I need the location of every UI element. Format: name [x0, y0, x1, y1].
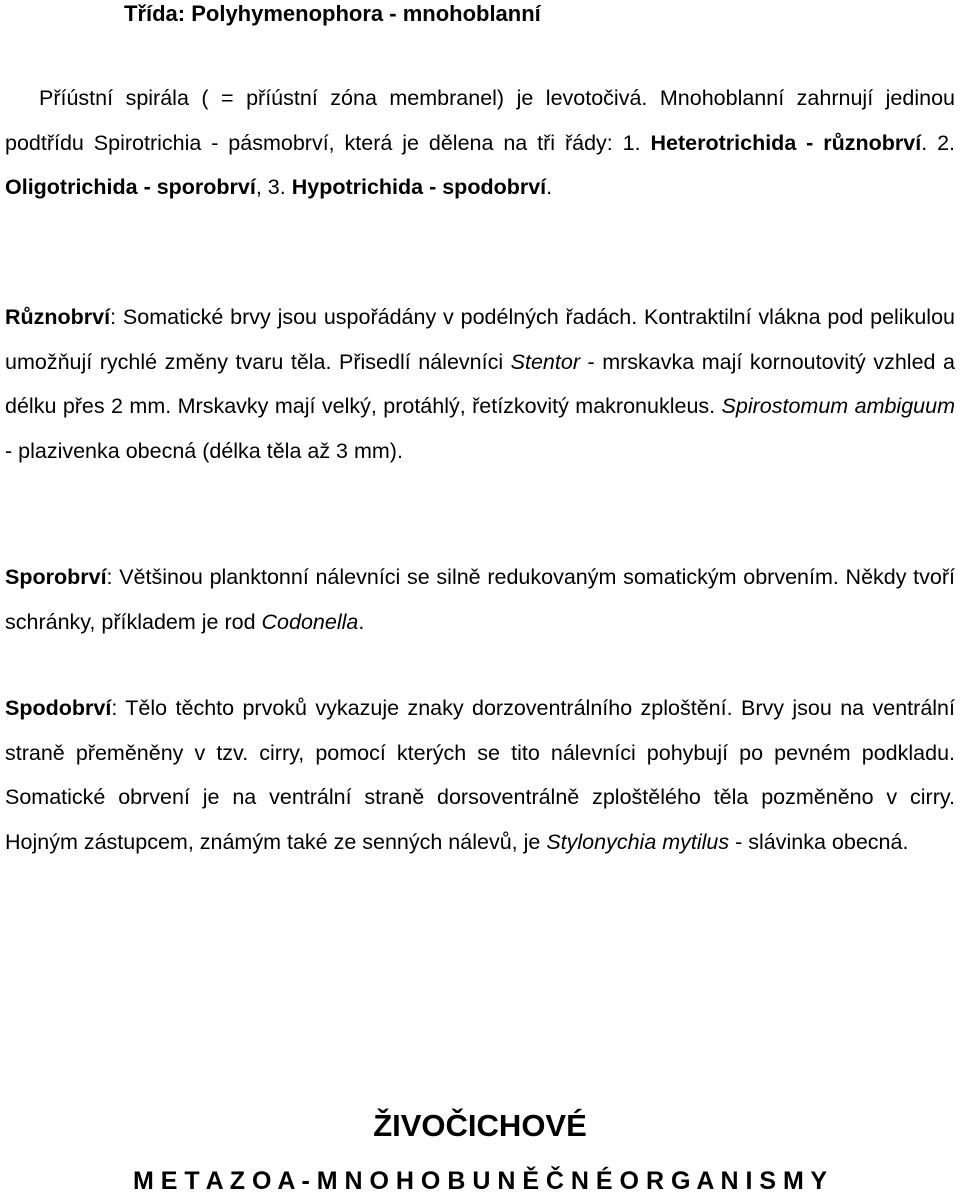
intro-text-2: . 2. [921, 130, 955, 155]
hypotrichida-text-2: - slávinka obecná. [729, 829, 909, 854]
hypotrichida-term: Spodobrví [5, 696, 112, 720]
intro-text-4: . [546, 175, 553, 199]
hypotrichida-paragraph [5, 686, 955, 864]
heterotrichida-term: Různobrví [5, 305, 111, 329]
heterotrichida-text-2: - mrskavka mají kornoutovitý vzhled a délku přes 2 mm. Mrskavky mají velký, protáhlý, řetízkovitý makronukleus. [5, 349, 955, 418]
stylonychia-species: Stylonychia mytilus [546, 829, 730, 854]
hypotrichida-text-1: : Tělo těchto prvoků vykazuje znaky dorzoventrálního zploštění. Brvy jsou na ventrální straně přeměněny v tzv. cirry, pomocí kterých se tito nálevníci pohybují po pevném podkladu. Somatické obrvení je na ventrální straně dorsoventrálně zploštělého těla pozměněno v cirry. Hojným zástupcem, známým také ze senných nálevů, je [5, 696, 955, 854]
section-subheading-metazoa: M E T A Z O A - M N O H O B U N Ě Č N É O R G A N I S M Y [132, 1167, 827, 1195]
intro-term-oligotrichida: Oligotrichida - sporobrví [5, 175, 256, 199]
intro-text-1: Příústní spirála ( = příústní zóna membranel) je levotočivá. Mnohoblanní zahrnují jedinou podtřídu Spirotrichia - pásmobrví, která je dělena na tři řády: 1. [5, 86, 955, 155]
oligotrichida-text-1: : Většinou planktonní nálevníci se silně redukovaným somatickým obrvením. Někdy tvoří schránky, příkladem je rod [5, 565, 955, 634]
heterotrichida-text-1: : Somatické brvy jsou uspořádány v podélných řadách. Kontraktilní vlákna pod pelikulou umožňují rychlé změny tvaru těla. Přisedlí nálevníci [5, 305, 955, 374]
oligotrichida-paragraph [5, 555, 955, 644]
oligotrichida-text-2: . [358, 609, 365, 634]
spirostomum-species: Spirostomum ambiguum [721, 394, 955, 418]
heterotrichida-paragraph [5, 295, 955, 473]
intro-text-3: , 3. [255, 175, 292, 199]
oligotrichida-term: Sporobrví [5, 565, 107, 589]
class-title: Třída: Polyhymenophora - mnohoblanní [124, 1, 541, 26]
intro-term-hypotrichida: Hypotrichida - spodobrví [291, 175, 547, 199]
intro-paragraph [5, 76, 955, 210]
heterotrichida-text-3: - plazivenka obecná (délka těla až 3 mm). [5, 438, 403, 463]
stentor-genus: Stentor [510, 349, 580, 374]
section-heading-zivocichove: ŽIVOČICHOVÉ [373, 1108, 587, 1143]
intro-term-heterotrichida: Heterotrichida - různobrví [650, 130, 922, 155]
codonella-genus: Codonella [261, 609, 359, 634]
